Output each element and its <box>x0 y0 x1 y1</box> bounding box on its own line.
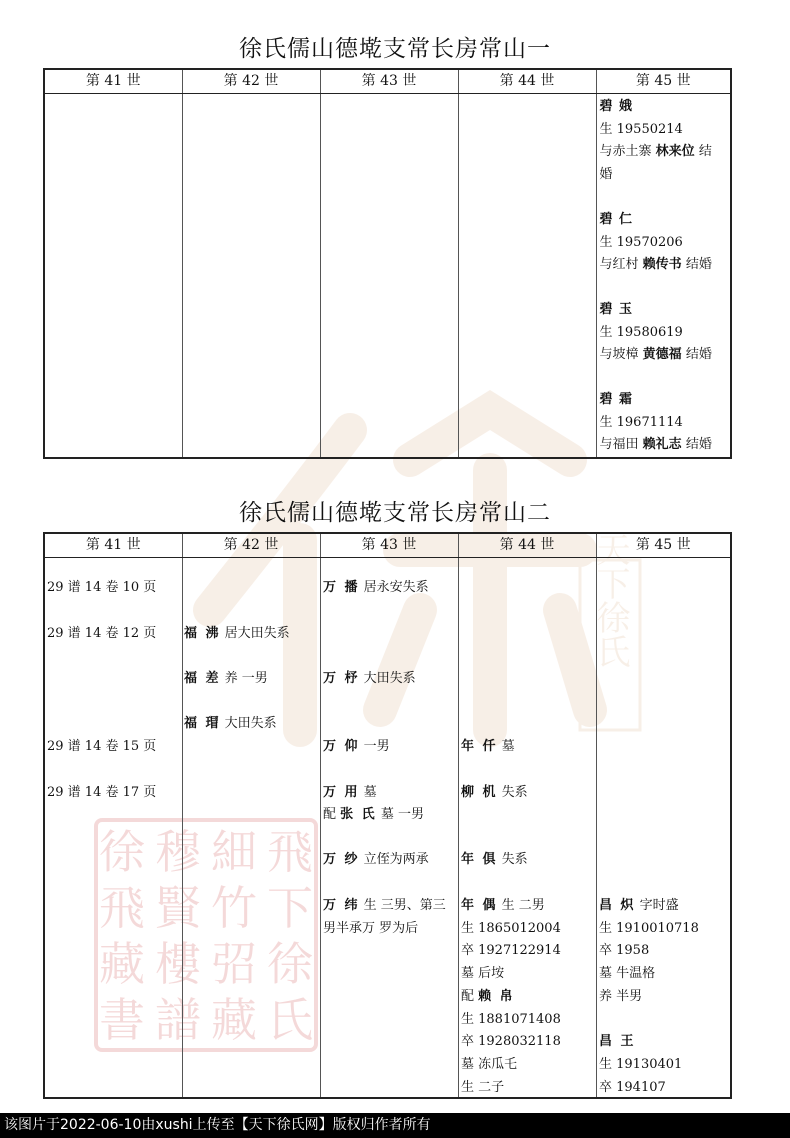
empty-cell <box>320 94 458 459</box>
birth-line: 生 19580619 <box>599 324 683 340</box>
person-name: 万 仰 <box>323 739 360 754</box>
empty-cell <box>44 94 182 459</box>
person-note: 墓 <box>363 785 377 800</box>
person-note: 养 一男 <box>224 671 268 686</box>
spouse-note: 墓 一男 <box>380 807 424 822</box>
seal-character: 飛 <box>267 825 313 879</box>
marriage-place: 与福田 <box>599 437 639 453</box>
marriage-place: 与赤土寨 <box>599 144 652 160</box>
detail-line: 生 19130401 <box>599 1057 683 1072</box>
gen45-column <box>596 558 731 1099</box>
person-note: 生 三男、第三 <box>363 898 446 913</box>
person-note: 居大田失系 <box>224 626 290 641</box>
spouse-prefix: 配 <box>461 989 475 1004</box>
seal-character: 藏 <box>99 937 145 991</box>
detail-line: 卒 1927122914 <box>461 943 561 958</box>
source-ref: 29 谱 14 卷 15 页 <box>47 739 157 754</box>
seal-character: 譜 <box>155 993 201 1047</box>
detail-line: 生 二子 <box>461 1080 505 1095</box>
seal-character: 下 <box>267 881 313 935</box>
person-name: 碧 仁 <box>599 211 634 227</box>
marriage-line <box>600 254 731 277</box>
birth-line: 生 19550214 <box>599 121 683 137</box>
person-name: 万 播 <box>323 580 360 595</box>
column-header: 第 42 世 <box>182 533 320 558</box>
column-header: 第 41 世 <box>44 533 182 558</box>
person-name: 万 用 <box>323 785 360 800</box>
genealogy-table <box>43 68 732 459</box>
table-title: 徐氏儒山德墘支常长房常山二 <box>239 500 551 526</box>
gen45-cell <box>596 94 731 459</box>
birth-line: 生 19671114 <box>599 414 683 430</box>
detail-line: 墓 冻瓜乇 <box>461 1057 518 1072</box>
gen42-column <box>182 558 320 1099</box>
column-header: 第 44 世 <box>458 533 596 558</box>
person-name: 福 差 <box>184 671 221 686</box>
person-name: 万 纱 <box>323 852 360 867</box>
person-note: 一男 <box>363 739 390 754</box>
seal-character: 樓 <box>155 937 201 991</box>
marriage-line <box>600 434 731 457</box>
seal-character: 徐 <box>99 825 145 879</box>
source-ref: 29 谱 14 卷 17 页 <box>47 785 157 800</box>
person-name: 福 沸 <box>184 626 221 641</box>
detail-line: 墓 牛温格 <box>599 966 656 981</box>
marriage-word: 结婚 <box>685 437 712 453</box>
column-header: 第 44 世 <box>458 69 596 94</box>
marriage-word-cont: 婚 <box>599 167 613 183</box>
person-name: 昌 炽 <box>599 898 636 913</box>
copyright-footer: 该图片于2022-06-10由xushi上传至【天下徐氏网】版权归作者所有 <box>0 1113 790 1138</box>
detail-line: 墓 后垵 <box>461 966 505 981</box>
person-note: 立侄为两承 <box>363 852 429 867</box>
person-name: 碧 玉 <box>599 301 634 317</box>
column-header: 第 43 世 <box>320 533 458 558</box>
table-title: 徐氏儒山德墘支常长房常山一 <box>239 36 551 62</box>
detail-line: 卒 1928032118 <box>461 1034 561 1049</box>
person-name: 碧 娥 <box>599 99 634 114</box>
gen44-column <box>458 558 596 1099</box>
gen43-column <box>320 558 458 1099</box>
person-entry <box>600 209 731 277</box>
seal-character: 竹 <box>211 881 257 935</box>
spouse-name: 黄德福 <box>642 347 682 363</box>
person-note-line: 男半承万 罗为后 <box>323 921 419 936</box>
person-note: 墓 <box>501 739 515 754</box>
seal-character: 藏 <box>211 993 257 1047</box>
detail-line: 卒 1958 <box>599 943 650 958</box>
seal-character: 細 <box>211 825 257 879</box>
seal-character: 徐 <box>267 937 313 991</box>
detail-line: 养 半男 <box>599 989 643 1004</box>
seal-character: 飛 <box>99 881 145 935</box>
source-ref: 29 谱 14 卷 10 页 <box>47 580 157 595</box>
person-note: 生 二男 <box>501 898 545 913</box>
seal-character: 書 <box>99 993 145 1047</box>
person-note: 大田失系 <box>224 716 277 731</box>
watermark-char-1: 天下徐氏 <box>590 532 630 668</box>
birth-line: 生 19570206 <box>599 234 683 250</box>
marriage-word: 结 <box>698 144 712 160</box>
marriage-line <box>600 141 731 164</box>
spouse-name: 赖 帛 <box>478 989 515 1004</box>
detail-line: 生 1865012004 <box>461 921 561 936</box>
person-name: 昌 王 <box>599 1034 636 1049</box>
marriage-line <box>600 344 731 367</box>
source-ref: 29 谱 14 卷 12 页 <box>47 626 157 641</box>
column-header: 第 43 世 <box>320 69 458 94</box>
seal-character: 穆 <box>155 825 201 879</box>
column-header: 第 45 世 <box>596 533 731 558</box>
person-name: 万 杼 <box>323 671 360 686</box>
spouse-prefix: 配 <box>323 807 337 822</box>
column-header: 第 41 世 <box>44 69 182 94</box>
person-note: 失系 <box>501 852 528 867</box>
person-name: 福 瑁 <box>184 716 221 731</box>
genealogy-table <box>43 532 732 1099</box>
spouse-name: 赖传书 <box>642 257 682 273</box>
marriage-place: 与坡樟 <box>599 347 639 363</box>
detail-line: 卒 194107 <box>599 1080 666 1095</box>
person-name: 年 仟 <box>461 739 498 754</box>
person-note: 失系 <box>501 785 528 800</box>
person-entry <box>600 299 731 367</box>
marriage-word: 结婚 <box>685 347 712 363</box>
person-entry <box>600 389 731 457</box>
person-name: 万 纬 <box>323 898 360 913</box>
person-note: 大田失系 <box>363 671 416 686</box>
spouse-name: 张 氏 <box>340 807 377 822</box>
marriage-word: 结婚 <box>685 257 712 273</box>
marriage-place: 与红村 <box>599 257 639 273</box>
detail-line: 生 1910010718 <box>599 921 699 936</box>
spouse-name: 林来位 <box>655 144 695 160</box>
person-name: 柳 机 <box>461 785 498 800</box>
column-header: 第 42 世 <box>182 69 320 94</box>
column-header: 第 45 世 <box>596 69 731 94</box>
person-entry <box>600 96 731 187</box>
gen41-column <box>44 558 182 1099</box>
seal-character: 弨 <box>211 937 257 991</box>
person-name: 碧 霜 <box>599 392 634 408</box>
spouse-name: 赖礼志 <box>642 437 682 453</box>
detail-line: 生 1881071408 <box>461 1012 561 1027</box>
empty-cell <box>458 94 596 459</box>
seal-character: 賢 <box>155 881 201 935</box>
seal-character: 氏 <box>267 993 313 1047</box>
person-name: 年 俱 <box>461 852 498 867</box>
person-note: 居永安失系 <box>363 580 429 595</box>
person-name: 年 偶 <box>461 898 498 913</box>
empty-cell <box>182 94 320 459</box>
person-note: 字时盛 <box>639 898 679 913</box>
